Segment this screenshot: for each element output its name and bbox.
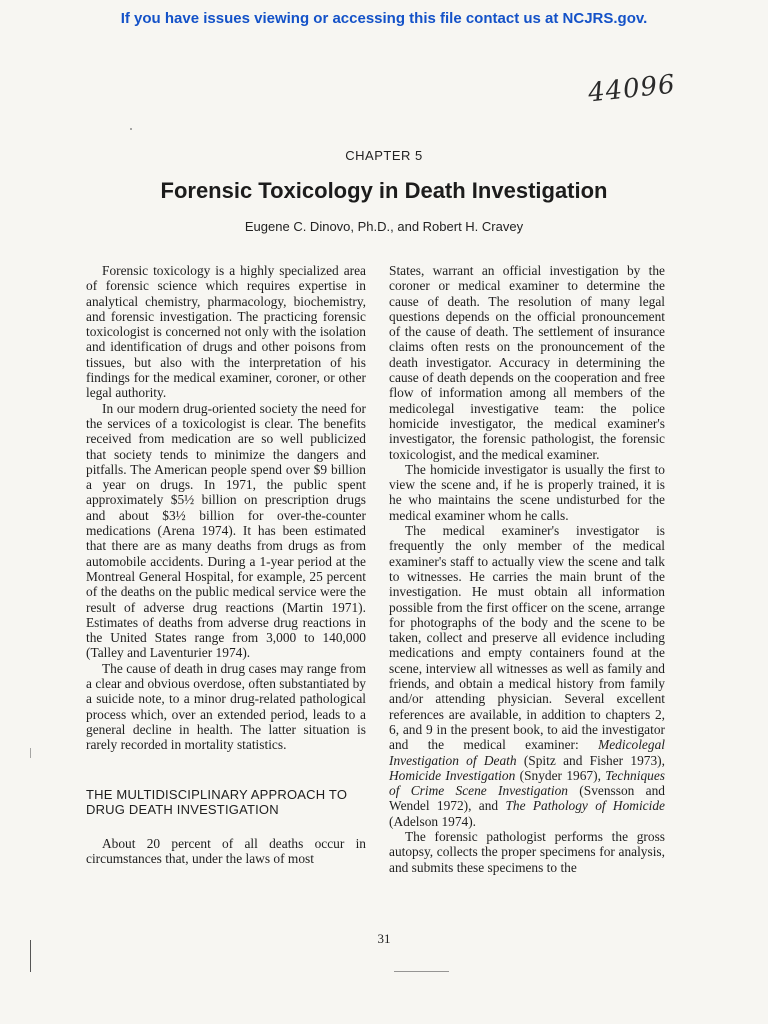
chapter-label: CHAPTER 5 xyxy=(345,148,423,163)
page-number: 31 xyxy=(377,931,391,946)
reference-title: Medicolegal Investigation of Death xyxy=(389,737,665,768)
reference-citation: (Adelson 1974). xyxy=(389,813,477,829)
scan-artifact-mark xyxy=(394,971,449,972)
paragraph-forensic-pathologist: The forensic pathologist performs the gross autopsy, collects the proper specimens for analysis, and submits these specimens to the xyxy=(389,828,665,875)
reference-title: The Pathology of Homicide xyxy=(505,798,665,814)
me-investigator-text: The medical examiner's investigator is frequently the only member of the medical examiner's staff to actually view the scene and talk to witnesses. He carries the main brunt of the investigation. He must obtain all information possible from the first officer on the scene, arrange for photographs of the body and the scene to be taken, collect and preserve all evidence including medications and empty containers found at the scene, interview all witnesses as well as family and friends, and obtain a medical history from family and/or attending physician. Several excellent references are available, in addition to chapters 2, 6, and 9 in the present book, to aid the investigator and the medical examiner: xyxy=(389,523,665,753)
scan-artifact-mark xyxy=(30,940,31,972)
paragraph-drug-society: In our modern drug-oriented society the need for the services of a toxicologist is clear. The benefits received from medication are so well publicized that society tends to minimize the dangers and pitfalls. The American people spend over $9 billion a year on drugs. In 1971, the public spent approximately $5½ billion on prescription drugs and about $3½ billion for over-the-counter medications (Arena 1974). It has been estimated that there are as many deaths from drugs as from automobile accidents. During a 1-year period at the Montreal General Hospital, for example, 25 percent of the deaths on the public medical service were the result of adverse drug reactions (Martin 1971). Estimates of deaths from adverse drug reactions in the United States range from 3,000 to 140,000 (Talley and Laventurier 1974). xyxy=(86,400,366,661)
left-text-column xyxy=(86,263,366,866)
handwritten-accession-number: 44096 xyxy=(586,69,678,109)
chapter-authors: Eugene C. Dinovo, Ph.D., and Robert H. Cravey xyxy=(244,219,524,234)
ncjrs-access-notice: If you have issues viewing or accessing this file contact us at NCJRS.gov. xyxy=(120,10,648,27)
paragraph-deaths-percent: About 20 percent of all deaths occur in circumstances that, under the laws of most xyxy=(86,835,366,866)
paragraph-me-investigator xyxy=(389,523,665,829)
right-text-column xyxy=(389,263,665,875)
paragraph-homicide-investigator: The homicide investigator is usually the first to view the scene and, if he is properly trained, it is he who maintains the scene undisturbed for the medical examiner whom he calls. xyxy=(389,461,665,523)
paragraph-intro: Forensic toxicology is a highly specialized area of forensic science which requires expertise in analytical chemistry, pharmacology, biochemistry, and forensic investigation. The practicing forensic toxicologist is concerned not only with the isolation and identification of drugs and other poisons from tissues, but also with the interpretation of his findings for the medical examiner, coroner, or other legal authority. xyxy=(86,263,366,401)
reference-citation: (Snyder 1967), xyxy=(515,767,606,783)
reference-citation: (Svensson and Wendel 1972), and xyxy=(389,783,665,814)
scan-artifact-mark xyxy=(130,128,132,130)
section-heading-multidisciplinary: THE MULTIDISCIPLINARY APPROACH TO DRUG DEATH INVESTIGATION xyxy=(86,786,348,817)
reference-title: Homicide Investigation xyxy=(389,767,516,783)
paragraph-cause-of-death: The cause of death in drug cases may range from a clear and obvious overdose, often substantiated by a suicide note, to a minor drug-related pathological process which, over an extended period, leads to a general decline in health. The latter situation is rarely recorded in mortality statistics. xyxy=(86,660,366,753)
paragraph-official-investigation: States, warrant an official investigation by the coroner or medical examiner to determine the cause of death. The resolution of many legal questions depends on the official pronouncement of the cause of death. The settlement of insurance claims often rests on the pronouncement of the death investigator. Accuracy in determining the cause of death depends on the cooperation and free flow of information among all members of the medicolegal investigative team: the police homicide investigator, the medical examiner's investigator, the forensic pathologist, the forensic toxicologist, and the medical examiner. xyxy=(389,263,665,462)
reference-citation: (Spitz and Fisher 1973), xyxy=(516,752,665,768)
reference-title: Techniques of Crime Scene Investigation xyxy=(389,767,665,799)
scan-artifact-mark xyxy=(30,748,31,758)
chapter-title: Forensic Toxicology in Death Investigation xyxy=(160,178,608,203)
